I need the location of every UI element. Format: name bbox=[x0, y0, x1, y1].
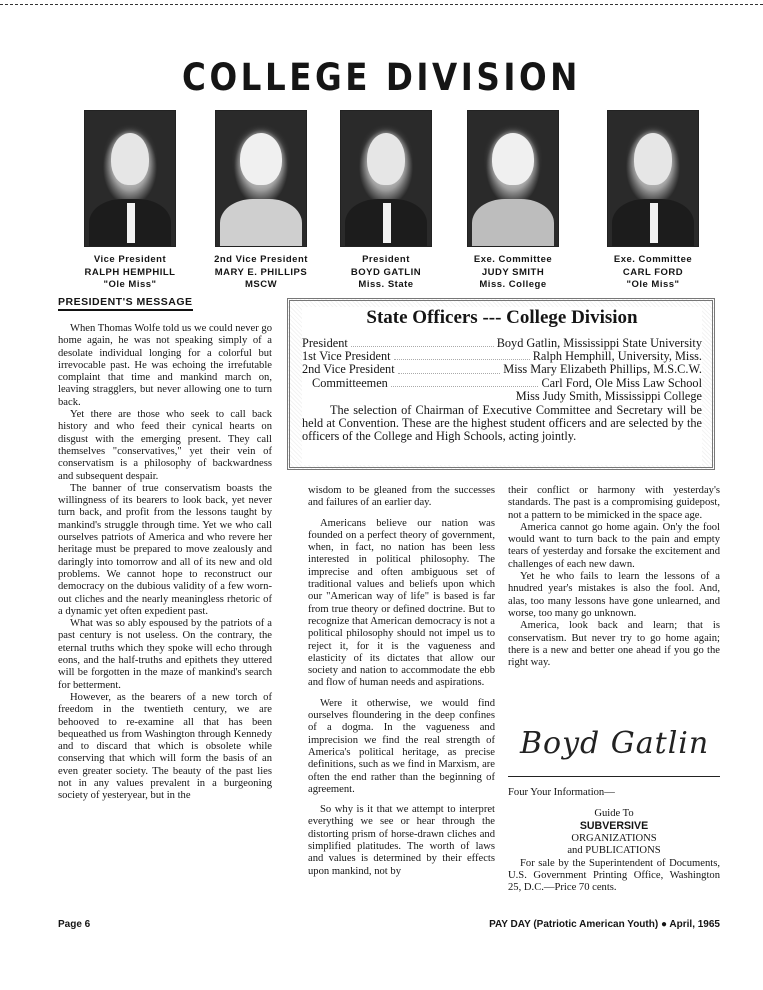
officer-row bbox=[302, 377, 702, 390]
portrait-photo bbox=[607, 110, 699, 247]
message-paragraph: However, as the bearers of a new torch of freedom in the twentieth century, we are behooved to re-examine all that has been bequeathed us from Washington through Kennedy and to discard that which is obsolete while conserving that which will form the basis of an even greater society. The beauty of the past lies not in any values prevalent in a burgeoning society of yesteryear, but in the bbox=[58, 691, 272, 802]
officer-role: 2nd Vice President bbox=[302, 362, 395, 377]
publication-footer: PAY DAY (Patriotic American Youth) ● April, 1965 bbox=[489, 919, 720, 930]
message-paragraph: Yet there are those who seek to call back history and who feed their cynical hearts on disgust with the emerging present. They call themselves "conservatives," yet their vein of conservatism is a philosophy of backwardness and subsequent despair. bbox=[58, 409, 272, 482]
officer-caption bbox=[440, 254, 586, 292]
officer-card-exe-committee-smith bbox=[440, 110, 586, 292]
officer-title: 2nd Vice President bbox=[214, 254, 308, 265]
portrait-photo bbox=[467, 110, 559, 247]
officer-title: Exe. Committee bbox=[613, 254, 693, 265]
officer-school: MSCW bbox=[244, 279, 278, 290]
officer-name: CARL FORD bbox=[622, 266, 684, 278]
page-number: Page 6 bbox=[58, 919, 91, 930]
officer-school: "Ole Miss" bbox=[626, 279, 680, 290]
officer-caption bbox=[580, 254, 726, 292]
president-signature: Boyd Gatlin bbox=[520, 726, 710, 761]
portrait-photo bbox=[84, 110, 176, 247]
message-paragraph: Americans believe our nation was founded on a perfect theory of government, when, in fact, no nation has been less interested in political philosophy. The imprecise and often ambiguous set of traditional values and beliefs upon which our "American way of life" is based is far from true theory or defined doctrine. But to recognize that American democracy is not a political philosophy should not impel us to reject it, for it is the vagueness and elasticity of its dictates that allow our society and nation to accommodate the ebb and flow of human needs and aspirations. bbox=[308, 517, 495, 689]
officer-holder: Boyd Gatlin, Mississippi State University bbox=[496, 336, 702, 350]
page-heading: COLLEGE DIVISION bbox=[182, 56, 581, 99]
officer-role: Committeemen bbox=[312, 375, 388, 390]
officer-school: "Ole Miss" bbox=[103, 279, 157, 290]
officer-row bbox=[302, 363, 702, 376]
top-border-rule bbox=[0, 4, 763, 5]
state-officers-note: The selection of Chairman of Executive Committee and Secretary will be held at Convention. These are the highest student officers and are selected by the officers of the College and High Schools, acting jointly. bbox=[302, 403, 702, 444]
message-column-2 bbox=[308, 485, 495, 878]
officer-holder: Ralph Hemphill, University, Miss. bbox=[532, 349, 702, 364]
officer-title: Vice President bbox=[93, 254, 167, 265]
officer-name: RALPH HEMPHILL bbox=[84, 266, 176, 278]
info-organizations: ORGANIZATIONS bbox=[571, 832, 657, 844]
officer-holder: Miss Mary Elizabeth Phillips, M.S.C.W. bbox=[503, 362, 702, 377]
message-paragraph: So why is it that we attempt to interpret everything we see or hear through the distorting prism of horse-drawn cliches and simplified platitudes. The worth of laws and values is determined by their effects upon mankind, not by bbox=[308, 804, 495, 877]
officer-card-vice-president bbox=[57, 110, 203, 292]
officer-name: JUDY SMITH bbox=[481, 266, 545, 278]
message-paragraph: America cannot go home again. On'y the fool would want to turn back to the pain and empty tears of yesterday and forsake the excitement and challenges of each new dawn. bbox=[508, 521, 720, 570]
message-paragraph: their conflict or harmony with yesterday's standards. The past is a compromising guidepost, not a pattern to be mimicked in the space age. bbox=[508, 485, 720, 521]
portrait-photo bbox=[215, 110, 307, 247]
portrait-photo bbox=[340, 110, 432, 247]
officer-role: 1st Vice President bbox=[302, 349, 391, 364]
message-column-3 bbox=[508, 485, 720, 669]
officer-name: BOYD GATLIN bbox=[350, 266, 422, 278]
info-publications: and PUBLICATIONS bbox=[567, 845, 661, 857]
info-sale: For sale by the Superintendent of Documents, U.S. Government Printing Office, Washington 25, D.C.—Price 70 cents. bbox=[508, 857, 720, 894]
officer-row bbox=[302, 390, 702, 403]
message-paragraph: Were it otherwise, we would find ourselves floundering in the deep confines of a dogma. In the vagueness and imprecision we find the real strength of America's political heritage, as precise definitions, such as we find in Marxism, are often the end rather than the beginning of agreement. bbox=[308, 697, 495, 795]
state-officers-title: State Officers --- College Division bbox=[366, 307, 638, 328]
officer-school: Miss. College bbox=[479, 279, 547, 290]
message-paragraph: Yet he who fails to learn the lessons of a hnudred year's mistakes is also the fool. And, alas, too many lessons have gone unlearned, and worse, too many go unknown. bbox=[508, 571, 720, 619]
message-paragraph: What was so ably espoused by the patriots of a past century is not useless. On the contrary, the eternal truths which they spoke will echo through eons, and the half-truths and epithets they uttered will be forgotten in the maze of mankind's search for betterment. bbox=[58, 618, 272, 691]
officer-title: President bbox=[362, 254, 410, 265]
officer-title: Exe. Committee bbox=[473, 254, 553, 265]
message-paragraph: The banner of true conservatism boasts the willingness of its bearers to look back, yet never turn back, and profit from the lessons taught by mankind's struggle through time. Yet we who call ourselves patriots of America and who revere her heritage must be prepared to move zealously and daringly into tomorrow and all of its new and old problems. We cannot hope to reconstruct our democracy on the dubious validity of a few worn-out cliches and the nearly meaningless rhetoric of a dynamic yet often expedient past. bbox=[58, 482, 272, 617]
info-subversive: SUBVERSIVE bbox=[579, 820, 649, 833]
message-paragraph: When Thomas Wolfe told us we could never go home again, he was not speaking simply of a desolate individual longing for a colorful but irrevocable past. He was echoing the irrefutable complaint that time and mankind march on, leaving stragglers, but never allowing one to turn back. bbox=[58, 323, 272, 408]
info-notice bbox=[508, 808, 720, 895]
signature-divider bbox=[508, 776, 720, 777]
officer-holder: Miss Judy Smith, Mississippi College bbox=[515, 388, 702, 403]
officer-card-exe-committee-ford bbox=[580, 110, 726, 292]
officer-holder: Carl Ford, Ole Miss Law School bbox=[541, 375, 702, 390]
message-paragraph: America, look back and learn; that is conservatism. But never try to go home again; there is a new and better one ahead if you go the right way. bbox=[508, 620, 720, 669]
officer-role: President bbox=[302, 336, 348, 350]
message-paragraph: wisdom to be gleaned from the successes and failures of an earlier day. bbox=[308, 485, 495, 509]
officer-school: Miss. State bbox=[358, 279, 414, 290]
state-officers-box bbox=[287, 298, 715, 470]
message-column-1 bbox=[58, 323, 272, 803]
info-guide: Guide To bbox=[594, 808, 634, 819]
info-lead: Four Your Information— bbox=[508, 787, 615, 798]
presidents-message-title: PRESIDENT'S MESSAGE bbox=[58, 296, 193, 311]
officer-card-president bbox=[313, 110, 459, 292]
officer-caption bbox=[313, 254, 459, 292]
officer-caption bbox=[57, 254, 203, 292]
officer-name: MARY E. PHILLIPS bbox=[214, 266, 308, 278]
